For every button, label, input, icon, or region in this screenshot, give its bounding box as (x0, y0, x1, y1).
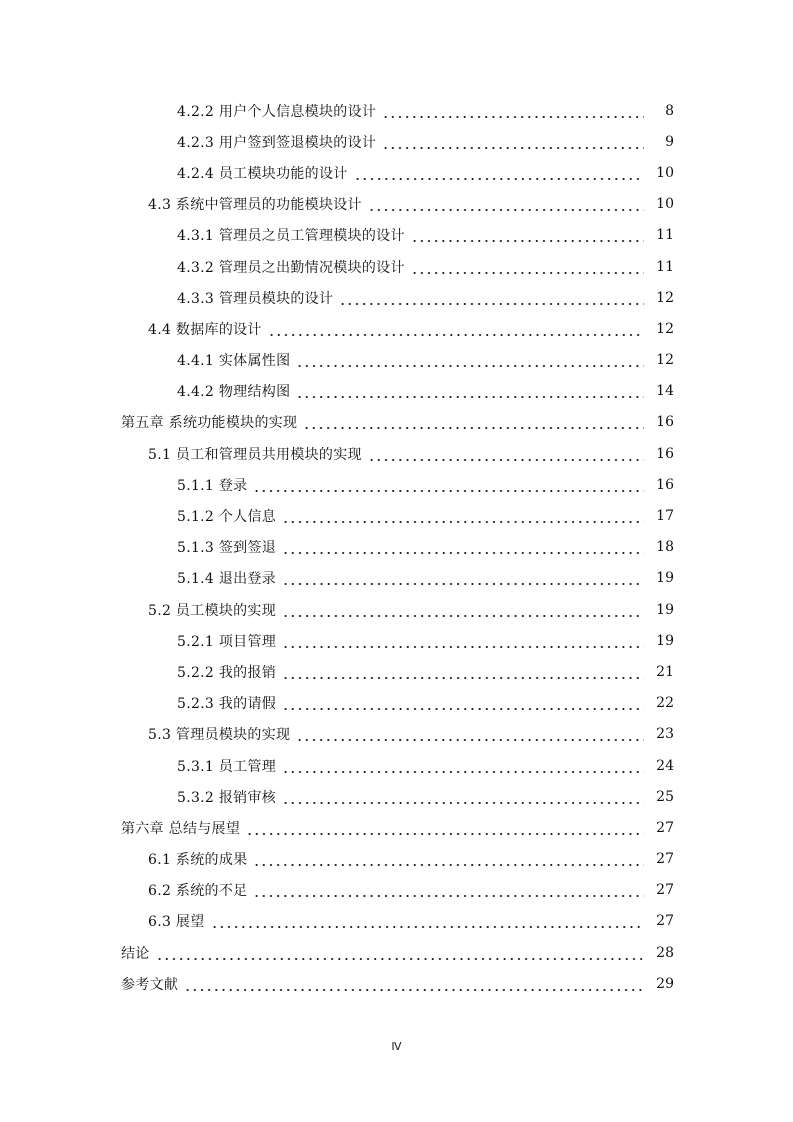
toc-entry[interactable] (0, 126, 793, 157)
dot-leader (337, 293, 644, 307)
toc-entry-title: 5.1 员工和管理员共用模块的实现 (148, 446, 362, 463)
dot-leader (352, 168, 644, 182)
dot-leader (280, 792, 644, 806)
toc-entry-page: 8 (665, 102, 674, 119)
toc-entry-page: 16 (656, 476, 674, 493)
toc-entry[interactable] (0, 407, 793, 438)
toc-entry[interactable] (0, 345, 793, 376)
dot-leader (182, 979, 644, 993)
dot-leader (366, 449, 644, 463)
toc-entry-title: 5.1.1 登录 (177, 477, 248, 494)
toc-entry-page: 27 (656, 851, 674, 868)
toc-entry-page: 10 (656, 196, 674, 213)
toc-entry-page: 16 (656, 414, 674, 431)
toc-entry-title: 5.1.3 签到签退 (177, 540, 277, 557)
toc-entry-page: 19 (656, 601, 674, 618)
dot-leader (251, 480, 644, 494)
toc-entry-page: 11 (656, 227, 674, 244)
dot-leader (294, 386, 644, 400)
dot-leader (280, 761, 644, 775)
dot-leader (280, 573, 644, 587)
toc-entry-title: 第五章 系统功能模块的实现 (121, 415, 298, 432)
dot-leader (280, 511, 644, 525)
toc-entry-title: 5.1.4 退出登录 (177, 571, 277, 588)
toc-entry-page: 19 (656, 570, 674, 587)
toc-entry[interactable] (0, 282, 793, 313)
dot-leader (280, 636, 644, 650)
toc-entry-title: 5.2 员工模块的实现 (148, 602, 277, 619)
toc-entry-title: 6.3 展望 (148, 914, 205, 931)
toc-entry[interactable] (0, 500, 793, 531)
toc-entry[interactable] (0, 812, 793, 843)
dot-leader (209, 916, 644, 930)
toc-entry-title: 4.2.2 用户个人信息模块的设计 (177, 103, 377, 120)
dot-leader (366, 199, 644, 213)
toc-entry-title: 5.3.1 员工管理 (177, 758, 277, 775)
toc-entry-title: 4.2.4 员工模块功能的设计 (177, 165, 348, 182)
toc-entry[interactable] (0, 937, 793, 968)
toc-entry-title: 4.3 系统中管理员的功能模块设计 (148, 197, 362, 214)
toc-entry-page: 29 (656, 975, 674, 992)
dot-leader (301, 417, 644, 431)
dot-leader (294, 355, 644, 369)
toc-entry-title: 4.2.3 用户签到签退模块的设计 (177, 134, 377, 151)
dot-leader (280, 542, 644, 556)
toc-entry-title: 5.3.2 报销审核 (177, 789, 277, 806)
toc-entry-title: 第六章 总结与展望 (121, 820, 241, 837)
dot-leader (251, 854, 644, 868)
toc-entry-page: 28 (656, 944, 674, 961)
table-of-contents (0, 95, 793, 999)
toc-entry[interactable] (0, 157, 793, 188)
toc-entry-page: 9 (665, 133, 674, 150)
dot-leader (244, 823, 644, 837)
toc-entry-page: 14 (656, 383, 674, 400)
toc-entry[interactable] (0, 719, 793, 750)
toc-entry[interactable] (0, 438, 793, 469)
toc-entry-title: 5.2.2 我的报销 (177, 664, 277, 681)
toc-entry-page: 10 (656, 164, 674, 181)
toc-entry-page: 18 (656, 539, 674, 556)
page-number: Ⅳ (391, 1041, 402, 1053)
toc-entry-page: 12 (656, 352, 674, 369)
toc-entry[interactable] (0, 844, 793, 875)
dot-leader (409, 230, 644, 244)
dot-leader (251, 885, 644, 899)
toc-entry[interactable] (0, 95, 793, 126)
toc-entry[interactable] (0, 313, 793, 344)
toc-entry-page: 27 (656, 882, 674, 899)
toc-entry-page: 27 (656, 913, 674, 930)
toc-entry[interactable] (0, 968, 793, 999)
dot-leader (280, 667, 644, 681)
toc-entry[interactable] (0, 594, 793, 625)
toc-entry[interactable] (0, 251, 793, 282)
toc-entry-page: 23 (656, 726, 674, 743)
toc-entry-title: 5.2.3 我的请假 (177, 696, 277, 713)
toc-entry-page: 12 (656, 320, 674, 337)
toc-entry-page: 24 (656, 757, 674, 774)
toc-entry-page: 12 (656, 289, 674, 306)
dot-leader (380, 106, 644, 120)
dot-leader (280, 605, 644, 619)
dot-leader (294, 729, 644, 743)
toc-entry-title: 6.1 系统的成果 (148, 852, 248, 869)
toc-entry-page: 19 (656, 632, 674, 649)
toc-entry-title: 4.4.1 实体属性图 (177, 353, 291, 370)
dot-leader (380, 137, 644, 151)
toc-entry-page: 27 (656, 819, 674, 836)
toc-entry[interactable] (0, 469, 793, 500)
toc-entry[interactable] (0, 906, 793, 937)
toc-entry-title: 4.3.3 管理员模块的设计 (177, 290, 334, 307)
toc-entry-page: 17 (656, 508, 674, 525)
toc-entry-page: 11 (656, 258, 674, 275)
toc-entry-page: 22 (656, 695, 674, 712)
toc-entry-title: 4.3.1 管理员之员工管理模块的设计 (177, 228, 405, 245)
toc-entry-title: 结论 (121, 945, 150, 962)
toc-entry[interactable] (0, 563, 793, 594)
toc-entry[interactable] (0, 532, 793, 563)
toc-entry-title: 参考文献 (121, 976, 179, 993)
toc-entry[interactable] (0, 875, 793, 906)
toc-entry[interactable] (0, 656, 793, 687)
dot-leader (280, 698, 644, 712)
toc-entry[interactable] (0, 750, 793, 781)
toc-entry[interactable] (0, 189, 793, 220)
toc-entry-page: 16 (656, 445, 674, 462)
dot-leader (266, 324, 644, 338)
toc-entry[interactable] (0, 781, 793, 812)
toc-entry-title: 4.4.2 物理结构图 (177, 384, 291, 401)
toc-entry[interactable] (0, 625, 793, 656)
dot-leader (409, 262, 644, 276)
toc-entry-title: 5.3 管理员模块的实现 (148, 727, 291, 744)
toc-entry-title: 5.2.1 项目管理 (177, 633, 277, 650)
toc-entry-title: 5.1.2 个人信息 (177, 509, 277, 526)
toc-entry[interactable] (0, 688, 793, 719)
dot-leader (154, 948, 644, 962)
toc-entry[interactable] (0, 220, 793, 251)
toc-entry-page: 21 (656, 663, 674, 680)
toc-entry-title: 6.2 系统的不足 (148, 883, 248, 900)
toc-entry-page: 25 (656, 788, 674, 805)
toc-entry[interactable] (0, 376, 793, 407)
toc-entry-title: 4.3.2 管理员之出勤情况模块的设计 (177, 259, 405, 276)
toc-entry-title: 4.4 数据库的设计 (148, 321, 262, 338)
